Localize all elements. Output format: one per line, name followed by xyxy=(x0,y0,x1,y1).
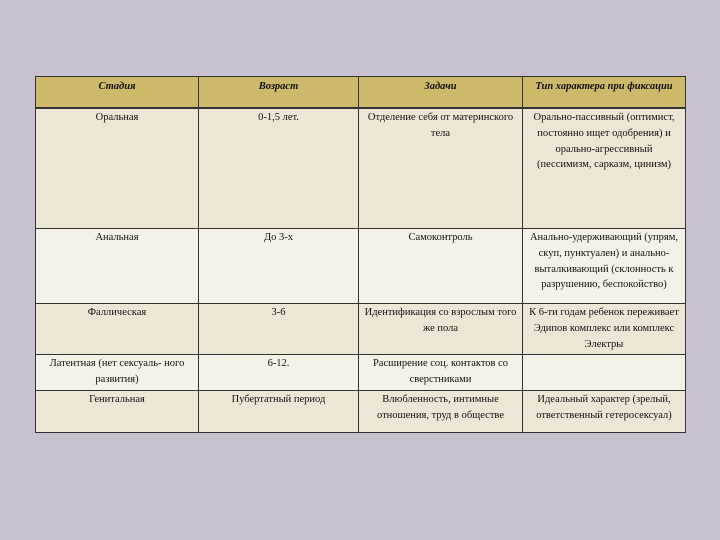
cell-stage: Генитальная xyxy=(36,390,199,432)
cell-age: 0-1,5 лет. xyxy=(199,108,359,229)
cell-tasks: Отделение себя от материнского тела xyxy=(359,108,523,229)
table-row xyxy=(36,355,686,391)
cell-character-type: Анально-удерживающий (упрям, скуп, пунктуален) и анально-выталкивающий (склонность к разрушению, беспокойство) xyxy=(523,229,686,304)
table-row xyxy=(36,390,686,432)
cell-age: До 3-х xyxy=(199,229,359,304)
header-age: Возраст xyxy=(199,77,359,109)
header-character-type: Тип характера при фиксации xyxy=(523,77,686,109)
cell-character-type xyxy=(523,355,686,391)
table-row xyxy=(36,304,686,355)
header-stage: Стадия xyxy=(36,77,199,109)
cell-stage: Латентная (нет сексуаль- ного развития) xyxy=(36,355,199,391)
header-tasks: Задачи xyxy=(359,77,523,109)
cell-age: 3-6 xyxy=(199,304,359,355)
cell-tasks: Идентификация со взрослым того же пола xyxy=(359,304,523,355)
cell-stage: Фаллическая xyxy=(36,304,199,355)
cell-character-type: Идеальный характер (зрелый, ответственный гетеросексуал) xyxy=(523,390,686,432)
cell-stage: Оральная xyxy=(36,108,199,229)
cell-character-type: К 6-ти годам ребенок переживает Эдипов комплекс или комплекс Электры xyxy=(523,304,686,355)
cell-age: Пубертатный период xyxy=(199,390,359,432)
cell-tasks: Расширение соц. контактов со сверстниками xyxy=(359,355,523,391)
table-row xyxy=(36,229,686,304)
cell-stage: Анальная xyxy=(36,229,199,304)
header-row xyxy=(36,77,686,109)
table-row xyxy=(36,108,686,229)
cell-age: 6-12. xyxy=(199,355,359,391)
cell-tasks: Влюбленность, интимные отношения, труд в обществе xyxy=(359,390,523,432)
psychosexual-stages-table xyxy=(35,76,686,433)
cell-tasks: Самоконтроль xyxy=(359,229,523,304)
cell-character-type: Орально-пассивный (оптимист, постоянно ищет одобрения) и орально-агрессивный (пессимизм, сарказм, цинизм) xyxy=(523,108,686,229)
